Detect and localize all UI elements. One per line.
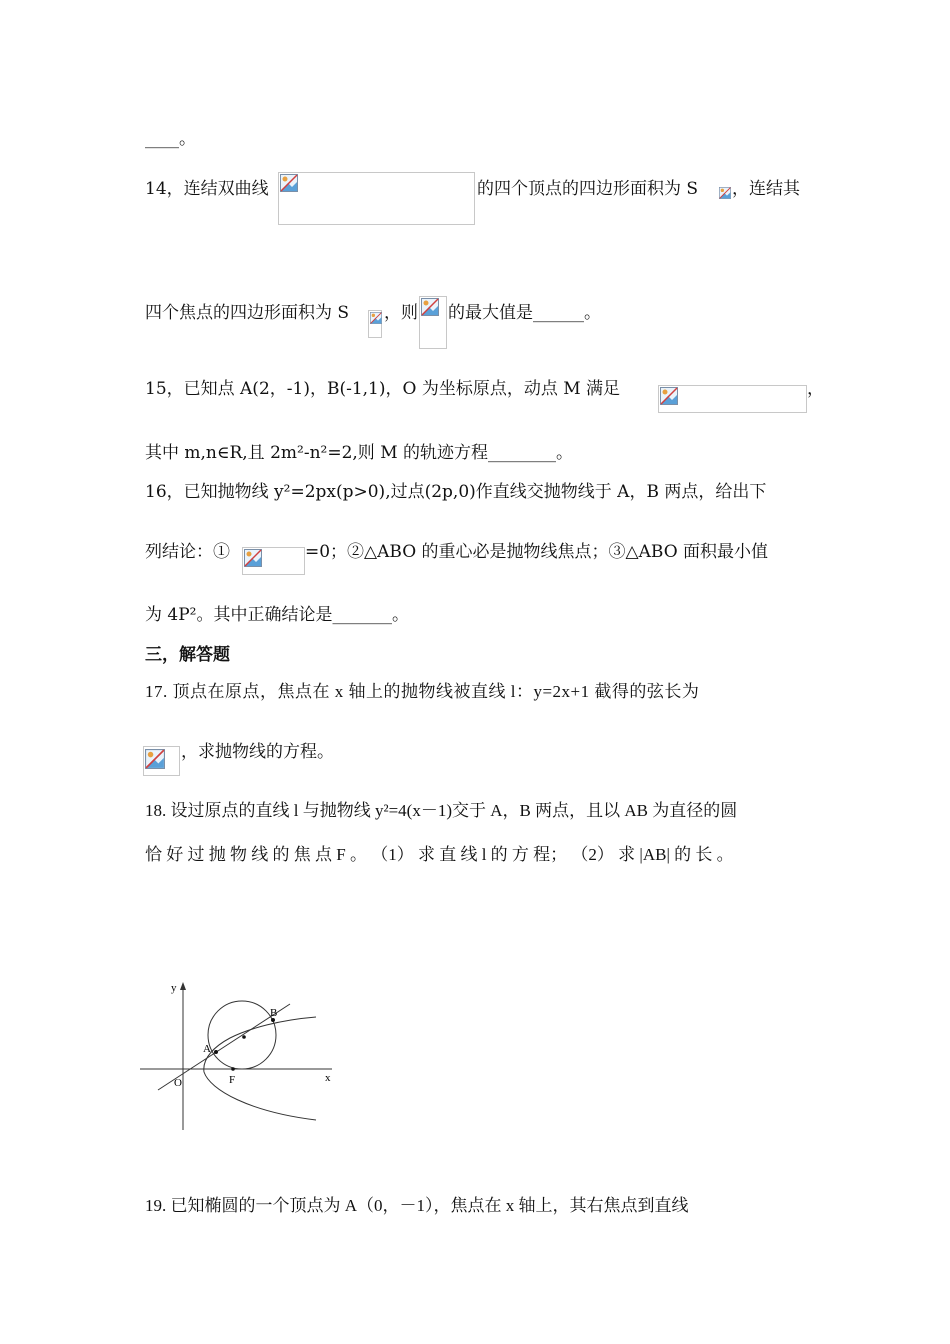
q15-text-b: ， — [807, 379, 824, 399]
section-heading: 三，解答题 — [145, 645, 230, 665]
q17-text-b: ，求抛物线的方程。 — [181, 742, 334, 762]
broken-image-icon — [660, 387, 678, 405]
broken-image-icon — [719, 187, 731, 199]
q14-text-e: ，则 — [384, 303, 418, 323]
label-b: B — [270, 1007, 278, 1019]
q15-text-a: 15，已知点 A(2，-1)，B(-1,1)，O 为坐标原点，动点 M 满足 — [145, 379, 621, 399]
q16-text-b: 列结论：① — [145, 542, 230, 562]
label-y: y — [171, 982, 177, 994]
q18-text-b: 恰 好 过 抛 物 线 的 焦 点 F 。 （1） 求 直 线 l 的 方 程； （2） 求 |AB| 的 长 。 — [145, 845, 734, 864]
q19-text-a: 19. 已知椭圆的一个顶点为 A（0，－1），焦点在 x 轴上，其右焦点到直线 — [145, 1196, 689, 1215]
hyperbola-formula-image — [278, 172, 475, 225]
point-f — [231, 1067, 235, 1071]
ratio-formula-image — [419, 296, 447, 349]
q16-text-c: =0；②△ABO 的重心必是抛物线焦点；③△ABO 面积最小值 — [305, 542, 769, 562]
q14-text-b: 的四个顶点的四边形面积为 S — [477, 179, 699, 199]
broken-image-icon — [421, 298, 439, 316]
q14-text-a: 14，连结双曲线 — [145, 179, 269, 199]
q14-text-f: 的最大值是______。 — [448, 303, 601, 323]
dot-product-formula-image — [242, 547, 305, 575]
broken-image-icon — [145, 749, 165, 769]
circle-center — [242, 1035, 246, 1039]
label-o: O — [174, 1077, 182, 1089]
label-f: F — [229, 1074, 236, 1086]
q18-text-a: 18. 设过原点的直线 l 与抛物线 y²=4(x－1)交于 A，B 两点，且以 AB 为直径的圆 — [145, 801, 738, 820]
q14-text-c: ，连结其 — [732, 179, 800, 199]
q14-text-d: 四个焦点的四边形面积为 S — [145, 303, 350, 323]
q15-text-c: 其中 m,n∈R,且 2m²-n²=2,则 M 的轨迹方程________。 — [145, 443, 574, 463]
parabola-circle-figure — [140, 980, 340, 1135]
y-axis-arrow — [180, 982, 186, 990]
q16-text-a: 16，已知抛物线 y²=2px(p>0),过点(2p,0)作直线交抛物线于 A，B 两点，给出下 — [145, 482, 767, 502]
vector-formula-image — [658, 385, 807, 413]
s1-subscript-image — [718, 186, 732, 210]
s2-subscript-image — [368, 310, 382, 338]
label-a: A — [203, 1043, 211, 1055]
chord-length-formula-image — [143, 746, 180, 776]
label-x: x — [325, 1072, 331, 1084]
broken-image-icon — [370, 312, 382, 324]
q16-text-d: 为 4P²。其中正确结论是_______。 — [145, 605, 409, 625]
point-a — [214, 1050, 218, 1054]
broken-image-icon — [244, 549, 262, 567]
blank-line: ____。 — [145, 129, 196, 149]
broken-image-icon — [280, 174, 298, 192]
q17-text-a: 17. 顶点在原点，焦点在 x 轴上的抛物线被直线 l：y=2x+1 截得的弦长为 — [145, 682, 700, 701]
